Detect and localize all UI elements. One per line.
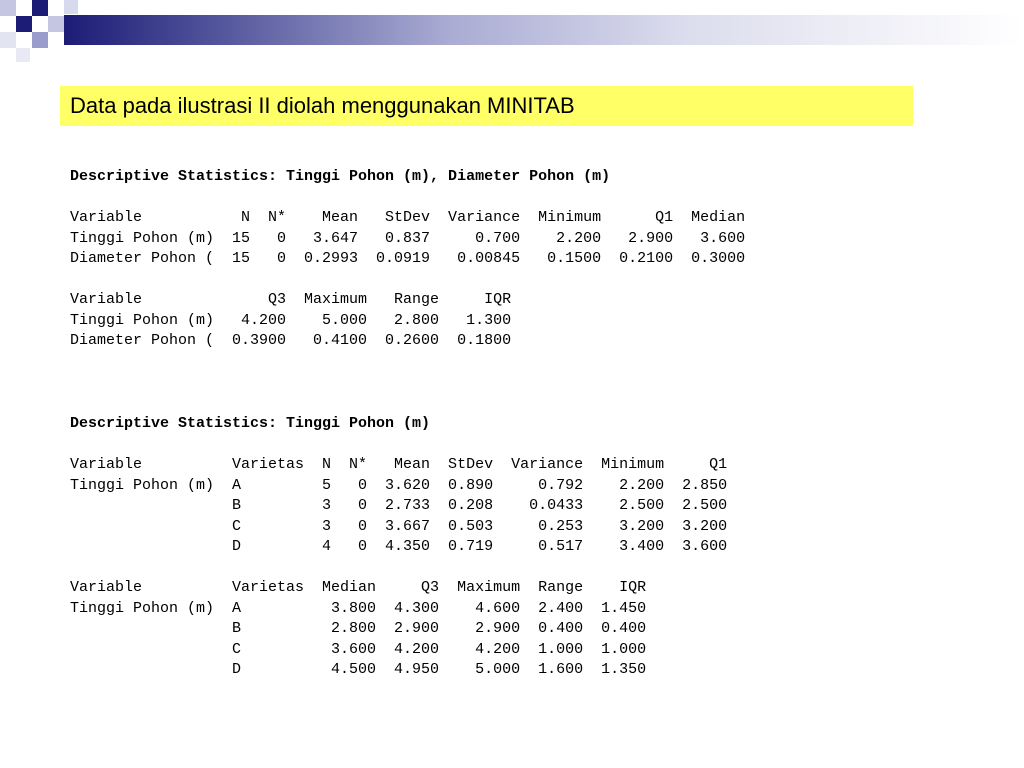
section1-table2-row: Diameter Pohon ( 0.3900 0.4100 0.2600 0.1800 xyxy=(70,332,512,349)
section2-table1-row: Tinggi Pohon (m) A 5 0 3.620 0.890 0.792 2.200 2.850 xyxy=(70,476,728,494)
section1-table1-header: Variable N N* Mean StDev Variance Minimum Q1 Median xyxy=(70,209,746,226)
page-title: Data pada ilustrasi II diolah menggunakan MINITAB xyxy=(70,93,575,118)
section2-table1-row: D 4 0 4.350 0.719 0.517 3.400 3.600 xyxy=(70,538,728,555)
decor-square xyxy=(16,48,30,62)
section2-heading: Descriptive Statistics: Tinggi Pohon (m) xyxy=(70,415,431,432)
decor-square xyxy=(32,0,48,16)
header-gradient-band xyxy=(64,15,1024,45)
section2-table2-row: B 2.800 2.900 2.900 0.400 0.400 xyxy=(70,620,647,637)
section2-table1-header: Variable Varietas N N* Mean StDev Variance Minimum Q1 xyxy=(70,456,728,473)
section2-table1-row: B 3 0 2.733 0.208 0.0433 2.500 2.500 xyxy=(70,497,728,514)
section2-table2-header: Variable Varietas Median Q3 Maximum Range IQR xyxy=(70,579,647,596)
decor-square xyxy=(48,16,64,32)
section2-table2-row: C 3.600 4.200 4.200 1.000 1.000 xyxy=(70,640,647,658)
section1-table1-row: Diameter Pohon ( 15 0 0.2993 0.0919 0.00845 0.1500 0.2100 0.3000 xyxy=(70,250,746,267)
section1-table1-row: Tinggi Pohon (m) 15 0 3.647 0.837 0.700 2.200 2.900 3.600 xyxy=(70,229,746,247)
decor-square xyxy=(0,0,16,16)
decor-square xyxy=(16,16,32,32)
decor-square xyxy=(0,32,16,48)
section1-table2-row: Tinggi Pohon (m) 4.200 5.000 2.800 1.300 xyxy=(70,311,512,329)
section2-table2-row: D 4.500 4.950 5.000 1.600 1.350 xyxy=(70,661,647,678)
section1-table2-header: Variable Q3 Maximum Range IQR xyxy=(70,291,512,308)
title-box xyxy=(60,86,913,126)
section2-table2-row: Tinggi Pohon (m) A 3.800 4.300 4.600 2.400 1.450 xyxy=(70,599,647,617)
section1-heading: Descriptive Statistics: Tinggi Pohon (m), Diameter Pohon (m) xyxy=(70,168,611,185)
decor-square xyxy=(64,0,78,14)
decor-square xyxy=(32,32,48,48)
section2-table1-row: C 3 0 3.667 0.503 0.253 3.200 3.200 xyxy=(70,517,728,535)
